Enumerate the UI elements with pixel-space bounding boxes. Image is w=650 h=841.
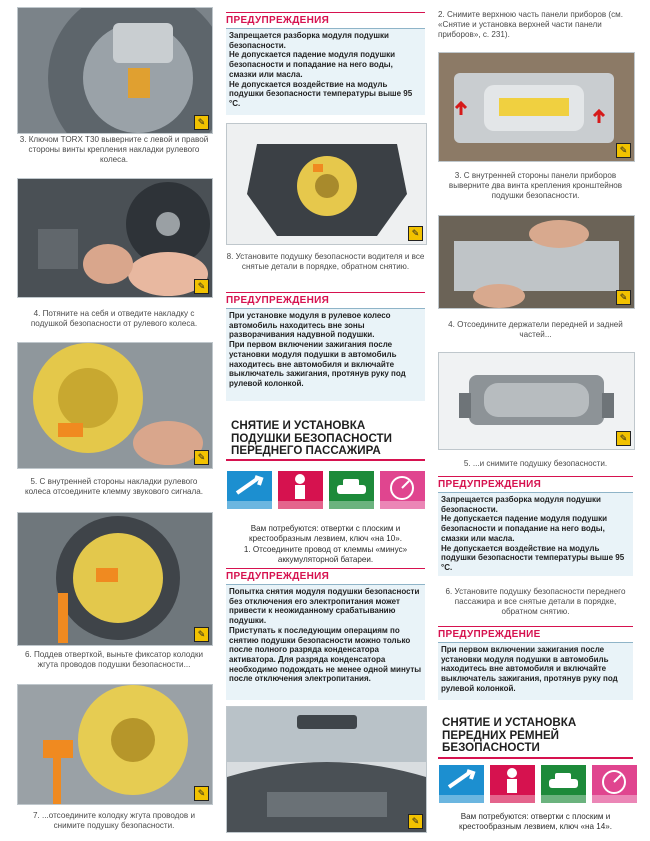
person-icon: [489, 764, 536, 804]
wrench-marker-icon: ✎: [408, 226, 423, 241]
step-1-text: 1. Отсоедините провод от клеммы «минус» аккумуляторной батареи.: [243, 545, 408, 565]
tools-needed-text-2: Вам потребуются: отвертки с плоским и крестообразным лезвием, ключ «на 14».: [459, 812, 612, 832]
photo-horn-terminal: [17, 342, 213, 469]
warning-title-5: ПРЕДУПРЕЖДЕНИЕ: [438, 626, 633, 640]
caption-step-7: 7. ...отсоедините колодку жгута проводов и снимите подушку безопасности.: [33, 811, 195, 831]
photo-airbag-removal: [17, 684, 213, 805]
photo-holders-detach: [438, 215, 635, 309]
warning-text: Запрещается разборка модуля подушки безопасности.: [229, 31, 389, 50]
step-2-text: 2. Снимите верхнюю часть панели приборов (см. «Снятие и установка верхней части панели приборов», с. 231).: [438, 10, 623, 40]
wrench-marker-icon: ✎: [194, 115, 209, 130]
wrench-marker-icon: ✎: [194, 627, 209, 642]
wrench-marker-icon: ✎: [616, 431, 631, 446]
photo-connector-latch: [17, 512, 213, 646]
step-5-text: 5. ...и снимите подушку безопасности.: [463, 459, 608, 468]
warning-title-1: ПРЕДУПРЕЖДЕНИЯ: [226, 12, 425, 26]
warning-text: При первом включении зажигания после установки модуля подушки в автомобиль находитесь вне автомобиля и включайте выключатель зажигания, протянув руку под рулевой колонкой.: [229, 340, 406, 388]
section-divider: [226, 459, 425, 461]
warning-title-3: ПРЕДУПРЕЖДЕНИЯ: [226, 568, 425, 582]
warning-box-2: [226, 308, 425, 401]
photo-passenger-airbag-module: [438, 352, 635, 450]
section-divider: [438, 757, 633, 759]
warning-text: При первом включении зажигания после установки модуля подушки в автомобиль находитесь вне автомобиля и включайте выключатель зажигания, протянув руку под рулевой колонкой.: [441, 645, 618, 693]
step-3-text: 3. С внутренней стороны панели приборов выверните два винта крепления кронштейнов подушки безопасности.: [448, 171, 623, 201]
tools-needed-text: Вам потребуются: отвертки с плоским и крестообразным лезвием, ключ «на 10».: [249, 524, 402, 544]
step-6-text: 6. Установите подушку безопасности переднего пассажира и все снятые детали в порядке, обратном снятию.: [445, 587, 626, 617]
warning-box-1: [226, 28, 425, 115]
wrench-icon: [226, 470, 273, 510]
wrench-icon: [438, 764, 485, 804]
caption-step-3: 3. Ключом TORX T30 выверните с левой и правой стороны винты крепления накладки рулевого колеса.: [19, 135, 209, 165]
wrench-marker-icon: ✎: [194, 786, 209, 801]
warning-text: Приступать к последующим операциям по снятию подушки безопасности можно только после полного разряда конденсатора активатора. Для разряда конденсатора необходимо подождать не менее одной минуты после отключения электропитания.: [229, 625, 422, 684]
gauge-icon: [591, 764, 638, 804]
warning-box-5: [438, 642, 633, 700]
photo-passenger-airbag-screws: [438, 52, 635, 162]
car-icon: [540, 764, 587, 804]
tool-icons-row-2: [438, 764, 638, 804]
warning-text: Не допускается падение модуля подушки безопасности и попадание на него воды, смазки или масла.: [441, 514, 608, 543]
wrench-marker-icon: ✎: [616, 143, 631, 158]
photo-steering-screws: [17, 7, 213, 134]
warning-text: Не допускается воздействие на модуль подушки безопасности температуры выше 95 °С.: [229, 79, 413, 108]
caption-step-5: 5. С внутренней стороны накладки рулевого колеса отсоедините клемму звукового сигнала.: [24, 477, 204, 497]
caption-step-4: 4. Потяните на себя и отведите накладку с подушкой безопасности от рулевого колеса.: [30, 309, 198, 329]
warning-title-2: ПРЕДУПРЕЖДЕНИЯ: [226, 292, 425, 306]
section-title-passenger-airbag: СНЯТИЕ И УСТАНОВКА ПОДУШКИ БЕЗОПАСНОСТИ ПЕРЕДНЕГО ПАССАЖИРА: [231, 419, 392, 457]
wrench-marker-icon: ✎: [616, 290, 631, 305]
person-icon: [277, 470, 324, 510]
caption-step-8: 8. Установите подушку безопасности водителя и все снятые детали в порядке, обратном снятию.: [226, 252, 425, 272]
section-title-seat-belts: СНЯТИЕ И УСТАНОВКА ПЕРЕДНИХ РЕМНЕЙ БЕЗОПАСНОСТИ: [442, 716, 577, 754]
photo-dashboard-interior: [226, 706, 427, 833]
tool-icons-row-1: [226, 470, 426, 510]
warning-title-4: ПРЕДУПРЕЖДЕНИЯ: [438, 476, 633, 490]
warning-text: Не допускается падение модуля подушки безопасности и попадание на него воды, смазки или масла.: [229, 50, 396, 79]
warning-box-4: [438, 492, 633, 576]
caption-step-6: 6. Поддев отверткой, выньте фиксатор колодки жгута проводов подушки безопасности...: [24, 650, 204, 670]
step-4-text: 4. Отсоедините держатели передней и задней частей...: [448, 320, 623, 340]
warning-text: Не допускается воздействие на модуль подушки безопасности температуры выше 95 °С.: [441, 543, 625, 572]
wrench-marker-icon: ✎: [194, 450, 209, 465]
photo-driver-airbag-module: [226, 123, 427, 245]
warning-box-3: [226, 584, 425, 700]
photo-steering-cover: [17, 178, 213, 298]
gauge-icon: [379, 470, 426, 510]
warning-text: Запрещается разборка модуля подушки безопасности.: [441, 495, 601, 514]
car-icon: [328, 470, 375, 510]
wrench-marker-icon: ✎: [194, 279, 209, 294]
warning-text: При установке модуля в рулевое колесо автомобиль находитесь вне зоны разворачивания надувной подушки.: [229, 311, 391, 340]
wrench-marker-icon: ✎: [408, 814, 423, 829]
warning-text: Попытка снятия модуля подушки безопасности без отключения его электропитания может привести к неожиданному срабатыванию подушки.: [229, 587, 420, 626]
